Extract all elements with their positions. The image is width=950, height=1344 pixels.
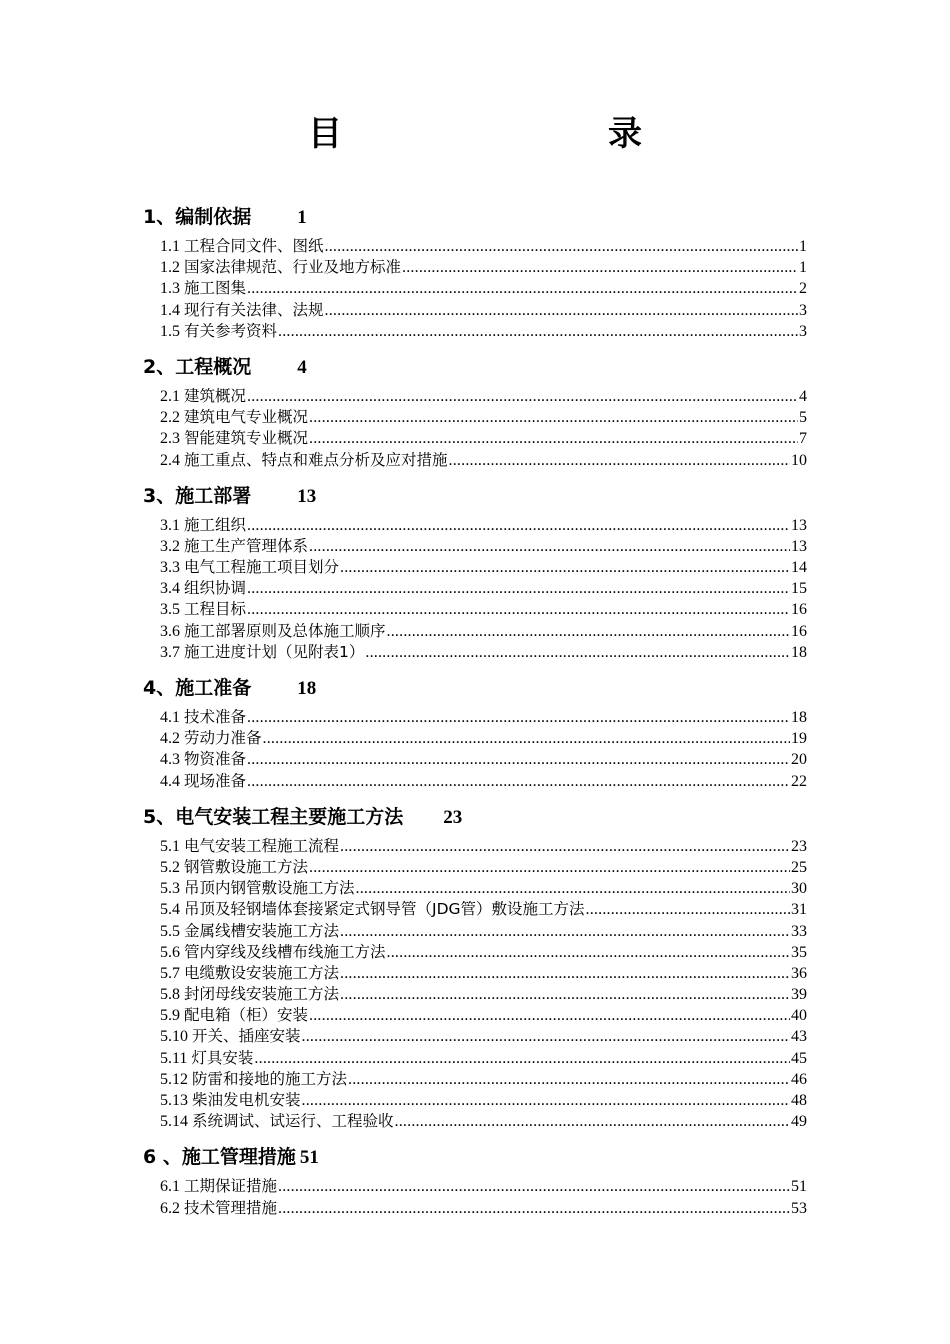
dot-leader — [247, 749, 790, 770]
entry-number: 3.6 — [160, 622, 180, 640]
entry-title: 物资准备 — [184, 750, 247, 769]
toc-entry[interactable] — [160, 878, 807, 899]
toc-section — [143, 481, 807, 663]
toc-entry[interactable] — [160, 1111, 807, 1132]
entry-number: 5.11 — [160, 1049, 188, 1067]
entry-title: 施工生产管理体系 — [184, 536, 309, 555]
dot-leader — [309, 857, 790, 878]
entry-number: 5.8 — [160, 986, 180, 1004]
dot-leader — [247, 515, 790, 536]
section-title: 6 、施工管理措施 — [143, 1146, 296, 1169]
entry-page-number: 49 — [791, 1113, 807, 1131]
toc-entry[interactable] — [160, 450, 807, 471]
toc-section — [143, 1142, 807, 1218]
entry-page-number: 16 — [791, 601, 807, 619]
entry-title: 开关、插座安装 — [192, 1027, 301, 1046]
entry-page-number: 16 — [791, 622, 807, 640]
toc-entry[interactable] — [160, 1005, 807, 1026]
toc-entry[interactable] — [160, 857, 807, 878]
entry-title: 智能建筑专业概况 — [184, 429, 309, 448]
toc-entry[interactable] — [160, 407, 807, 428]
entry-title: 劳动力准备 — [184, 729, 262, 748]
entry-title: 电气工程施工项目划分 — [184, 558, 340, 577]
toc-entry[interactable] — [160, 836, 807, 857]
toc-entry[interactable] — [160, 236, 807, 257]
entry-page-number: 46 — [791, 1070, 807, 1088]
dot-leader — [309, 1005, 790, 1026]
dot-leader — [395, 1111, 790, 1132]
entry-page-number: 22 — [791, 772, 807, 790]
entry-page-number: 13 — [791, 516, 807, 534]
entry-number: 5.13 — [160, 1092, 188, 1109]
toc-entry[interactable] — [160, 984, 807, 1005]
section-page-number: 51 — [299, 1147, 319, 1169]
toc-entry-list — [143, 515, 807, 663]
entry-page-number: 3 — [799, 322, 807, 340]
entry-number: 5.9 — [160, 1007, 180, 1025]
dot-leader — [340, 836, 790, 857]
entry-title: 工程合同文件、图纸 — [184, 237, 324, 255]
dot-leader — [586, 899, 790, 920]
toc-entry[interactable] — [160, 728, 807, 749]
toc-entry-list — [143, 386, 807, 471]
entry-page-number: 48 — [791, 1092, 807, 1109]
entry-page-number: 39 — [791, 986, 807, 1004]
section-title: 3、施工部署 — [143, 484, 252, 507]
entry-title: 施工重点、特点和难点分析及应对措施 — [184, 450, 448, 469]
entry-number: 3.7 — [160, 643, 180, 661]
entry-title: 建筑概况 — [184, 386, 247, 405]
toc-section — [143, 202, 807, 342]
dot-leader — [247, 771, 790, 792]
page-title: 目 录 — [308, 114, 708, 154]
toc-entry[interactable] — [160, 257, 807, 278]
entry-page-number: 53 — [791, 1199, 807, 1217]
entry-number: 2.2 — [160, 409, 180, 427]
entry-number: 3.4 — [160, 580, 180, 598]
entry-title: 有关参考资料 — [184, 321, 278, 340]
dot-leader — [263, 728, 790, 749]
toc-entry[interactable] — [160, 942, 807, 963]
toc-entry[interactable] — [160, 599, 807, 620]
entry-title: 吊顶及轻钢墙体套接紧定式钢导管（JDG管）敷设施工方法 — [184, 900, 585, 919]
toc-entry[interactable] — [160, 771, 807, 792]
entry-number: 5.10 — [160, 1028, 188, 1046]
entry-page-number: 5 — [799, 409, 807, 427]
toc-entry-list — [143, 707, 807, 792]
entry-number: 4.4 — [160, 772, 180, 790]
entry-number: 5.6 — [160, 943, 180, 961]
section-title: 4、施工准备 — [143, 677, 252, 699]
entry-page-number: 13 — [791, 537, 807, 555]
dot-leader — [340, 557, 790, 578]
entry-page-number: 4 — [799, 387, 807, 405]
dot-leader — [254, 1048, 790, 1069]
entry-page-number: 31 — [791, 901, 807, 919]
entry-title: 技术管理措施 — [184, 1198, 278, 1217]
entry-page-number: 18 — [791, 643, 807, 661]
entry-number: 6.1 — [160, 1178, 180, 1196]
entry-page-number: 1 — [799, 259, 807, 277]
toc-entry-list — [143, 1176, 807, 1218]
entry-title: 吊顶内钢管敷设施工方法 — [184, 879, 355, 898]
entry-page-number: 30 — [791, 880, 807, 898]
entry-title: 工程目标 — [184, 600, 247, 619]
dot-leader — [449, 450, 790, 471]
entry-number: 1.5 — [160, 322, 180, 340]
toc-section — [143, 352, 807, 471]
entry-title: 国家法律规范、行业及地方标准 — [184, 258, 402, 277]
entry-title: 工期保证措施 — [184, 1177, 278, 1196]
toc-entry-list — [143, 836, 807, 1133]
dot-leader — [387, 942, 790, 963]
entry-title: 建筑电气专业概况 — [184, 408, 309, 427]
toc-entry[interactable] — [160, 642, 807, 663]
entry-page-number: 14 — [791, 559, 807, 577]
dot-leader — [309, 536, 790, 557]
toc-entry[interactable] — [160, 1176, 807, 1197]
dot-leader — [247, 599, 790, 620]
entry-number: 5.7 — [160, 964, 180, 982]
dot-leader — [247, 386, 798, 407]
toc-entry[interactable] — [160, 707, 807, 728]
toc-entry[interactable] — [160, 921, 807, 942]
entry-page-number: 10 — [791, 451, 807, 469]
entry-number: 1.4 — [160, 301, 180, 319]
toc-entry[interactable] — [160, 963, 807, 984]
entry-page-number: 33 — [791, 922, 807, 940]
entry-title: 施工图集 — [184, 279, 247, 298]
section-title: 1、编制依据 — [143, 206, 252, 228]
toc-entry[interactable] — [160, 1090, 807, 1111]
entry-page-number: 45 — [791, 1049, 807, 1067]
toc-entry[interactable] — [160, 321, 807, 342]
toc-section-heading[interactable] — [143, 802, 807, 832]
toc-entry[interactable] — [160, 536, 807, 557]
section-page-number: 13 — [297, 485, 317, 507]
entry-page-number: 23 — [791, 837, 807, 855]
entry-page-number: 43 — [791, 1028, 807, 1046]
entry-title: 钢管敷设施工方法 — [184, 857, 309, 876]
entry-page-number: 3 — [799, 301, 807, 319]
entry-number: 2.4 — [160, 451, 180, 469]
dot-leader — [309, 428, 798, 449]
entry-number: 5.1 — [160, 837, 180, 855]
dot-leader — [348, 1069, 790, 1090]
toc-section-heading[interactable] — [143, 352, 807, 382]
entry-page-number: 19 — [791, 730, 807, 748]
entry-title: 管内穿线及线槽布线施工方法 — [184, 942, 386, 961]
toc-entry[interactable] — [160, 1198, 807, 1219]
dot-leader — [340, 984, 790, 1005]
toc-entry[interactable] — [160, 386, 807, 407]
entry-title: 配电箱（柜）安装 — [184, 1006, 309, 1025]
entry-page-number: 35 — [791, 943, 807, 961]
entry-title: 组织协调 — [184, 579, 247, 598]
entry-number: 3.2 — [160, 537, 180, 555]
toc-section-heading[interactable] — [143, 481, 807, 511]
entry-number: 5.3 — [160, 880, 180, 898]
entry-title: 柴油发电机安装 — [192, 1091, 301, 1109]
entry-number: 2.3 — [160, 430, 180, 448]
entry-number: 3.3 — [160, 559, 180, 577]
dot-leader — [302, 1090, 790, 1111]
dot-leader — [365, 642, 790, 663]
dot-leader — [325, 236, 798, 257]
entry-title: 施工进度计划（见附表1） — [184, 642, 365, 661]
toc-section-heading[interactable] — [143, 673, 807, 703]
toc-entry[interactable] — [160, 278, 807, 299]
entry-page-number: 1 — [799, 238, 807, 255]
toc-entry[interactable] — [160, 1048, 807, 1069]
entry-title: 防雷和接地的施工方法 — [192, 1069, 348, 1088]
toc-section — [143, 802, 807, 1133]
entry-number: 3.5 — [160, 601, 180, 619]
entry-page-number: 2 — [799, 280, 807, 298]
entry-number: 1.3 — [160, 280, 180, 298]
entry-title: 电气安装工程施工流程 — [184, 836, 340, 855]
toc-entry-list — [143, 236, 807, 342]
entry-title: 现行有关法律、法规 — [184, 300, 324, 319]
entry-number: 5.4 — [160, 901, 180, 919]
section-page-number: 23 — [443, 806, 463, 828]
toc-entry[interactable] — [160, 1069, 807, 1090]
entry-title: 技术准备 — [184, 708, 247, 726]
entry-number: 5.14 — [160, 1113, 188, 1131]
section-page-number: 1 — [297, 207, 307, 228]
dot-leader — [387, 621, 790, 642]
toc-entry[interactable] — [160, 578, 807, 599]
toc-entry[interactable] — [160, 515, 807, 536]
entry-page-number: 20 — [791, 751, 807, 769]
entry-title: 封闭母线安装施工方法 — [184, 985, 340, 1004]
toc-entry[interactable] — [160, 749, 807, 770]
toc-section-heading[interactable] — [143, 202, 807, 232]
toc-entry[interactable] — [160, 621, 807, 642]
dot-leader — [340, 921, 790, 942]
dot-leader — [340, 963, 790, 984]
entry-number: 5.5 — [160, 922, 180, 940]
entry-title: 施工部署原则及总体施工顺序 — [184, 621, 386, 640]
entry-number: 1.1 — [160, 238, 180, 255]
section-title: 2、工程概况 — [143, 355, 252, 378]
section-page-number: 4 — [297, 356, 307, 378]
entry-number: 3.1 — [160, 516, 180, 534]
entry-page-number: 7 — [799, 430, 807, 448]
entry-number: 5.12 — [160, 1070, 188, 1088]
entry-number: 4.3 — [160, 751, 180, 769]
toc-section-heading[interactable] — [143, 1142, 807, 1172]
dot-leader — [356, 878, 790, 899]
toc-entry[interactable] — [160, 300, 807, 321]
toc-entry[interactable] — [160, 428, 807, 449]
dot-leader — [247, 578, 790, 599]
entry-title: 电缆敷设安装施工方法 — [184, 963, 340, 982]
dot-leader — [278, 1176, 790, 1197]
entry-number: 4.2 — [160, 730, 180, 748]
toc-entry[interactable] — [160, 1026, 807, 1047]
dot-leader — [325, 300, 798, 321]
entry-title: 系统调试、试运行、工程验收 — [192, 1112, 394, 1131]
entry-title: 金属线槽安装施工方法 — [184, 921, 340, 940]
entry-page-number: 36 — [791, 964, 807, 982]
toc-section — [143, 673, 807, 792]
entry-page-number: 40 — [791, 1007, 807, 1025]
entry-page-number: 15 — [791, 580, 807, 598]
entry-page-number: 51 — [791, 1178, 807, 1196]
entry-title: 现场准备 — [184, 771, 247, 790]
entry-title: 灯具安装 — [191, 1048, 254, 1067]
entry-number: 4.1 — [160, 709, 180, 726]
section-title: 5、电气安装工程主要施工方法 — [143, 805, 404, 828]
entry-title: 施工组织 — [184, 515, 247, 534]
entry-number: 2.1 — [160, 387, 180, 405]
dot-leader — [247, 707, 790, 728]
section-page-number: 18 — [297, 678, 317, 699]
table-of-contents — [143, 202, 807, 1229]
entry-number: 5.2 — [160, 858, 180, 876]
dot-leader — [309, 407, 798, 428]
dot-leader — [278, 1198, 790, 1219]
entry-number: 1.2 — [160, 259, 180, 277]
dot-leader — [402, 257, 798, 278]
entry-page-number: 18 — [791, 709, 807, 726]
entry-page-number: 25 — [791, 858, 807, 876]
toc-entry[interactable] — [160, 557, 807, 578]
dot-leader — [278, 321, 798, 342]
dot-leader — [247, 278, 798, 299]
toc-entry[interactable] — [160, 899, 807, 920]
entry-number: 6.2 — [160, 1199, 180, 1217]
dot-leader — [302, 1026, 790, 1047]
